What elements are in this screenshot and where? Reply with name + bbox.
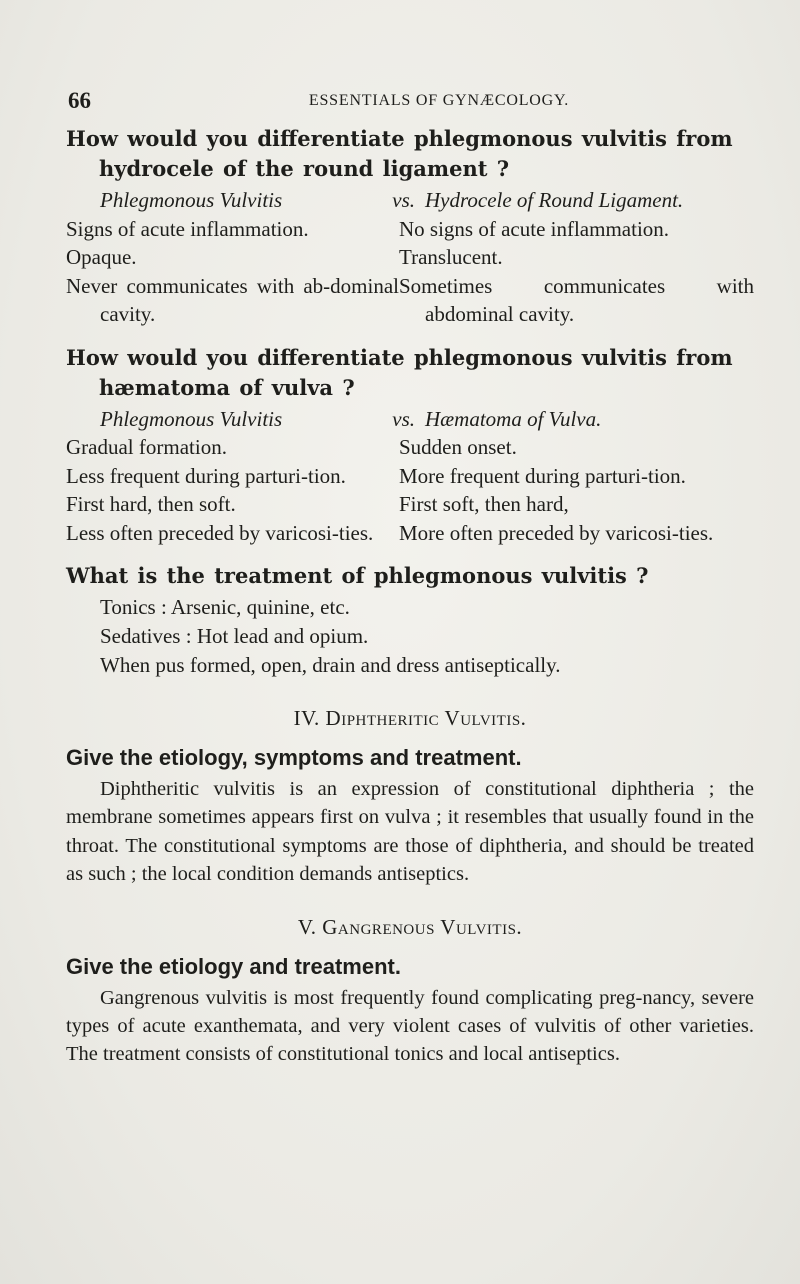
question-haematoma	[66, 343, 754, 403]
comparison-hydrocele	[66, 186, 754, 329]
comparison-item: Gradual formation.	[66, 435, 227, 459]
comparison-item: No signs of acute inflammation.	[399, 216, 670, 241]
page-number: 66	[68, 88, 91, 113]
question-hydrocele	[66, 124, 754, 184]
comparison-left-column	[66, 405, 415, 548]
treatment-item: Tonics : Arsenic, quinine, etc.	[100, 595, 350, 619]
running-head	[68, 88, 740, 118]
comparison-item: Signs of acute inflammation.	[66, 216, 309, 241]
comparison-haematoma	[66, 405, 754, 548]
comparison-left-column	[66, 186, 415, 329]
treatment-list	[66, 593, 754, 680]
question-treatment: What is the treatment of phlegmonous vulvitis ?	[66, 563, 649, 588]
column-heading: Hæmatoma of Vulva.	[425, 406, 602, 431]
treatment-item: When pus formed, open, drain and dress antiseptically.	[100, 653, 561, 677]
column-heading: Hydrocele of Round Ligament.	[425, 188, 684, 212]
treatment-item: Sedatives : Hot lead and opium.	[100, 624, 369, 648]
question-line: hydrocele of the round ligament ?	[99, 156, 510, 181]
comparison-item: First soft, then hard,	[399, 492, 569, 516]
comparison-item: Translucent.	[399, 245, 503, 269]
versus-label: vs.	[392, 406, 415, 431]
comparison-item: More frequent during parturi-tion.	[399, 463, 686, 488]
comparison-right-column	[399, 186, 754, 329]
section-question: Give the etiology and treatment.	[66, 953, 401, 979]
comparison-item: Less frequent during parturi-tion.	[66, 463, 346, 488]
comparison-item: First hard, then soft.	[66, 492, 236, 516]
section-paragraph: Diphtheritic vulvitis is an expression of constitutional diphtheria ; the membrane sometimes appears first on vulva ; it resembles that usually found in the throat. The constitutional symptoms are those of diphtheria, and should be treated as such ; the local condition demands antiseptics.	[66, 778, 754, 886]
comparison-item: Sudden onset.	[399, 435, 517, 459]
column-heading	[66, 405, 415, 434]
comparison-right-column	[399, 405, 754, 548]
versus-label: vs.	[392, 188, 415, 212]
heading-text: Phlegmonous Vulvitis	[100, 406, 283, 431]
page-content	[66, 124, 754, 1069]
comparison-item: Never communicates with ab-dominal cavity.	[66, 273, 399, 326]
running-title: ESSENTIALS OF GYNÆCOLOGY.	[308, 92, 570, 109]
column-heading	[66, 186, 415, 215]
section-paragraph: Gangrenous vulvitis is most frequently found complicating preg-nancy, severe types of acute exanthemata, and very violent cases of vulvitis of other varieties. The treatment consists of constitutional tonics and local antiseptics.	[66, 986, 754, 1066]
heading-text: Phlegmonous Vulvitis	[100, 188, 283, 212]
comparison-item: Less often preceded by varicosi-ties.	[66, 520, 374, 545]
section-heading-diphtheritic: IV. Diphtheritic Vulvitis.	[293, 706, 527, 730]
comparison-item: More often preceded by varicosi-ties.	[399, 520, 714, 545]
comparison-item: Sometimes communicates with abdominal cavity.	[399, 273, 754, 326]
comparison-item: Opaque.	[66, 245, 137, 269]
question-line: How would you differentiate phlegmonous vulvitis from	[66, 344, 733, 370]
question-line: How would you differentiate phlegmonous vulvitis from	[66, 126, 733, 151]
section-question: Give the etiology, symptoms and treatment.	[66, 745, 522, 770]
question-line: hæmatoma of vulva ?	[99, 374, 355, 400]
section-heading-gangrenous: V. Gangrenous Vulvitis.	[297, 914, 523, 939]
